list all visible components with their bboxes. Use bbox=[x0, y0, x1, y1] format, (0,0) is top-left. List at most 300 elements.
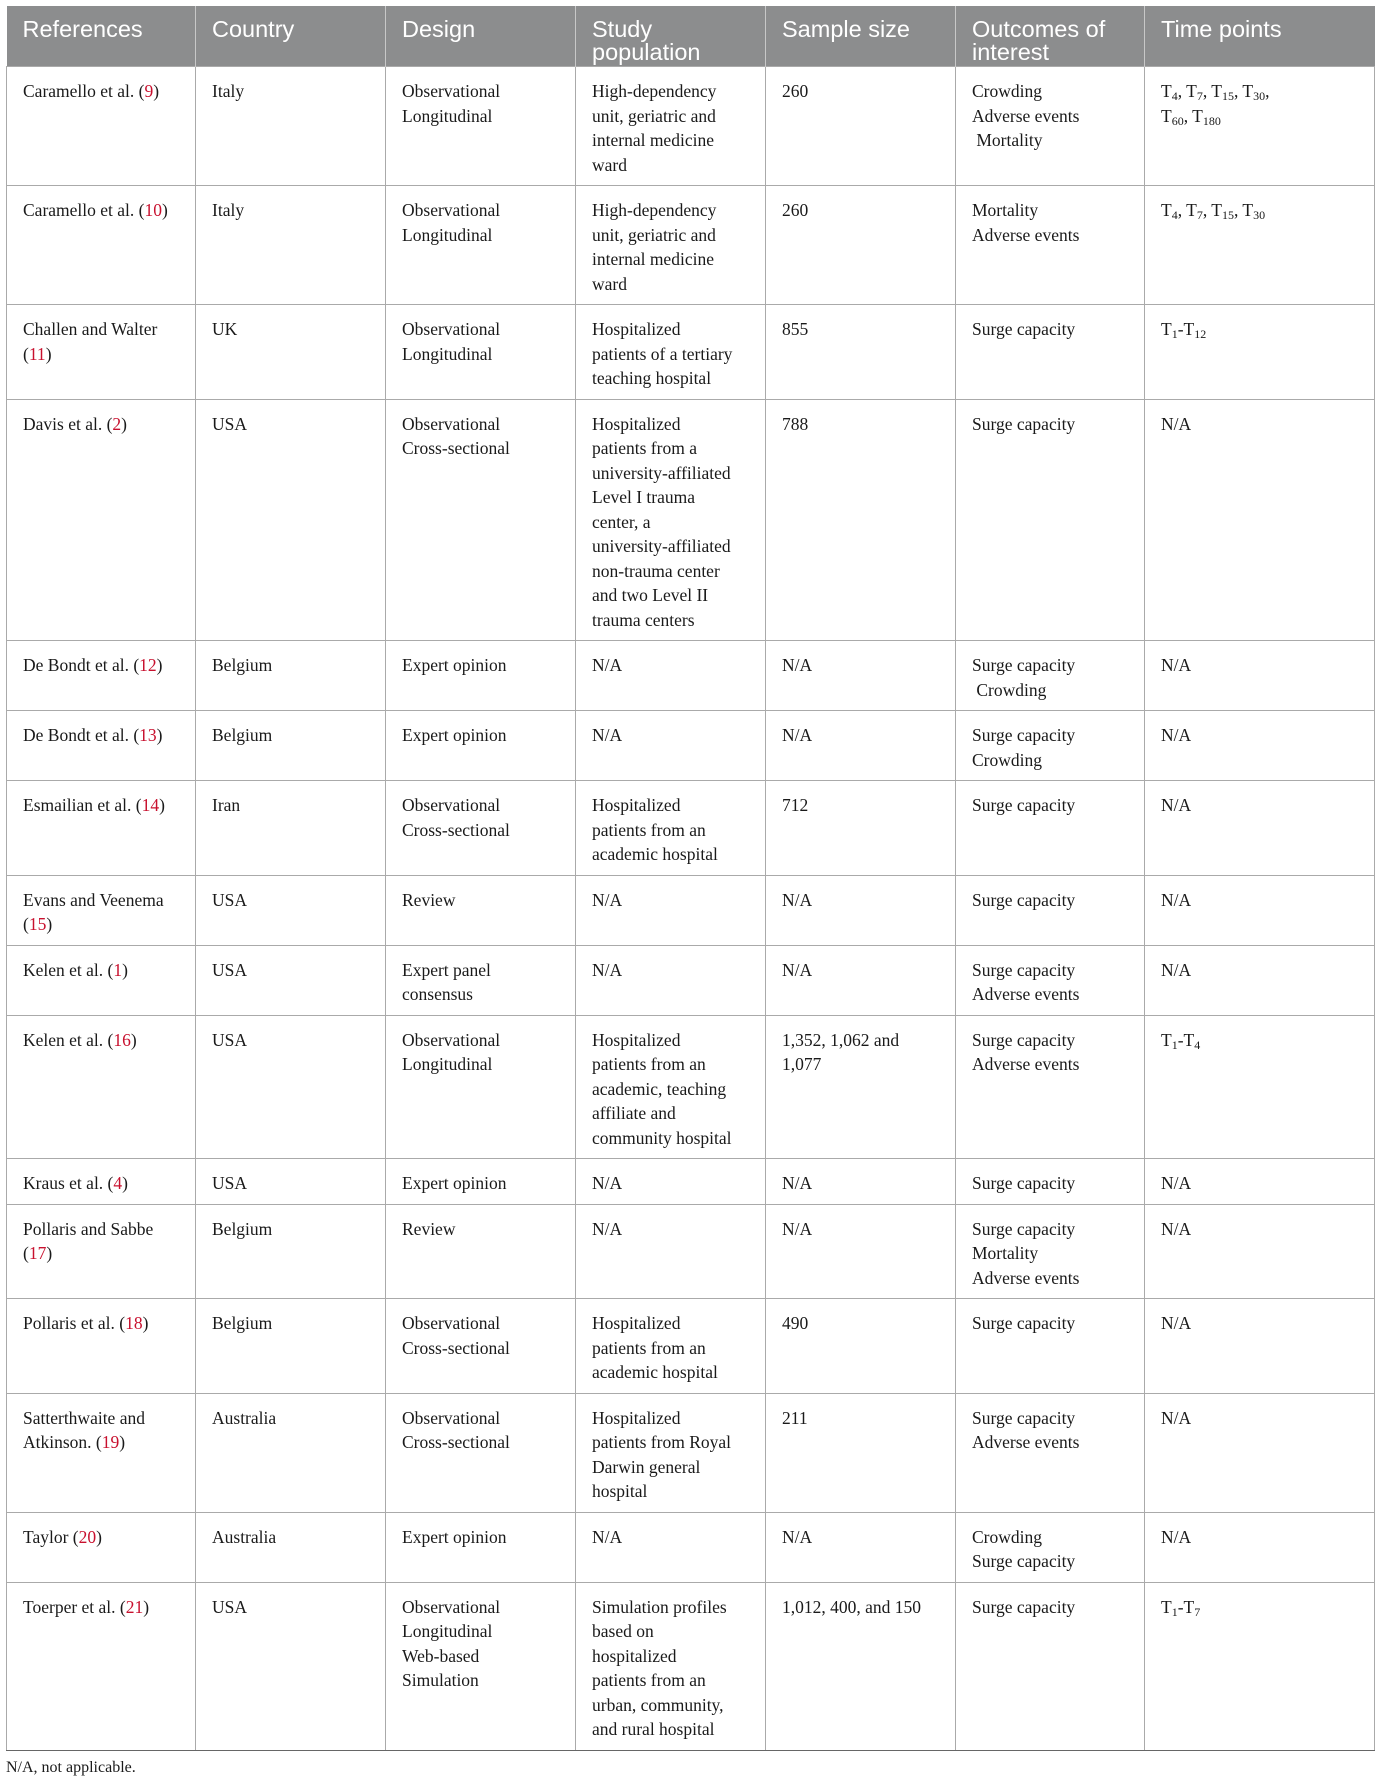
cell-line: unit, geriatric and bbox=[592, 224, 716, 245]
reference-text: ) bbox=[96, 1526, 102, 1547]
cell-study-population bbox=[576, 1393, 766, 1512]
cell-line: High-dependency bbox=[592, 81, 717, 101]
cell-time-points bbox=[1145, 1015, 1375, 1159]
header-text: Outcomes of bbox=[972, 16, 1106, 42]
table-row bbox=[7, 1159, 1375, 1205]
reference-text: De Bondt et al. ( bbox=[23, 725, 140, 745]
time-point bbox=[1184, 1030, 1201, 1050]
cell-study-population bbox=[576, 1512, 766, 1582]
cell-line: internal medicine bbox=[592, 130, 714, 150]
time-point-text: - bbox=[1177, 1029, 1184, 1050]
cell-design bbox=[386, 1512, 576, 1582]
cell-reference bbox=[7, 1393, 196, 1512]
table-row bbox=[7, 1299, 1375, 1394]
time-point-letter: T bbox=[1161, 105, 1172, 126]
cell-study-population bbox=[576, 1299, 766, 1394]
reference-text: ( bbox=[23, 1243, 29, 1263]
cell-line: Adverse events bbox=[972, 105, 1080, 126]
table-row bbox=[7, 1393, 1375, 1512]
table-row bbox=[7, 1512, 1375, 1582]
cell-line: 712 bbox=[782, 795, 809, 815]
cell-design bbox=[386, 1159, 576, 1205]
cell-line: Longitudinal bbox=[402, 1054, 493, 1074]
cell-line: USA bbox=[212, 1596, 248, 1617]
cell-line: Simulation profiles bbox=[592, 1596, 727, 1617]
table-footnote: N/A, not applicable. bbox=[6, 1758, 136, 1776]
cell-outcomes bbox=[956, 945, 1145, 1015]
cell-sample-size bbox=[766, 1204, 956, 1299]
time-point bbox=[1184, 1597, 1201, 1617]
header-text: Time points bbox=[1161, 16, 1282, 42]
cell-time-points bbox=[1145, 1582, 1375, 1750]
cell-line: USA bbox=[212, 1029, 248, 1050]
cell-outcomes bbox=[956, 67, 1145, 186]
cell-line: Belgium bbox=[212, 1218, 273, 1239]
cell-sample-size bbox=[766, 305, 956, 400]
cell-design bbox=[386, 781, 576, 876]
reference-text: ) bbox=[45, 343, 52, 364]
table-row bbox=[7, 186, 1375, 305]
reference-line bbox=[23, 888, 187, 913]
cell-line: USA bbox=[212, 413, 248, 434]
cell-reference bbox=[7, 1159, 196, 1205]
cell-time-points bbox=[1145, 399, 1375, 641]
cell-study-population bbox=[576, 1159, 766, 1205]
cell-outcomes bbox=[956, 399, 1145, 641]
cell-country bbox=[196, 1582, 386, 1750]
cell-line: Surge capacity bbox=[972, 655, 1076, 675]
cell-line: academic hospital bbox=[592, 1362, 718, 1382]
time-point-text: N/A bbox=[1161, 889, 1192, 910]
cell-line: 260 bbox=[782, 81, 809, 101]
time-point bbox=[1242, 200, 1265, 220]
time-point-line bbox=[1161, 1525, 1366, 1550]
reference-text: Caramello et al. ( bbox=[23, 81, 145, 101]
cell-reference bbox=[7, 305, 196, 400]
cell-line: consensus bbox=[402, 984, 473, 1004]
time-point-subscript: 4 bbox=[1171, 89, 1178, 103]
document bbox=[6, 6, 1374, 1777]
header-row bbox=[7, 6, 1375, 67]
cell-line: academic, teaching bbox=[592, 1078, 727, 1099]
cell-line: Expert opinion bbox=[402, 1173, 507, 1193]
time-point-line bbox=[1161, 104, 1366, 129]
citation-link[interactable]: 17 bbox=[28, 1243, 47, 1263]
reference-text: ( bbox=[23, 343, 29, 364]
time-point-line bbox=[1161, 958, 1366, 983]
header-text: interest bbox=[972, 39, 1050, 65]
header-text: Design bbox=[402, 16, 476, 42]
citation-link[interactable]: 12 bbox=[139, 655, 157, 675]
reference-line bbox=[23, 912, 187, 937]
cell-line: N/A bbox=[782, 655, 813, 675]
citation-link[interactable]: 20 bbox=[78, 1526, 97, 1547]
time-point-subscript: 12 bbox=[1194, 327, 1207, 341]
cell-line: Australia bbox=[212, 1407, 277, 1428]
cell-reference bbox=[7, 1204, 196, 1299]
cell-line: patients from a bbox=[592, 438, 697, 458]
cell-line: USA bbox=[212, 1173, 248, 1193]
time-point-letter: T bbox=[1186, 200, 1197, 220]
cell-time-points bbox=[1145, 1204, 1375, 1299]
time-point-letter: T bbox=[1161, 1029, 1172, 1050]
cell-sample-size bbox=[766, 1299, 956, 1394]
cell-sample-size bbox=[766, 1015, 956, 1159]
table-row bbox=[7, 399, 1375, 641]
cell-design bbox=[386, 711, 576, 781]
cell-line: Surge capacity bbox=[972, 1551, 1076, 1571]
time-point-line bbox=[1161, 888, 1366, 913]
cell-line: 211 bbox=[782, 1407, 808, 1428]
cell-line: Longitudinal bbox=[402, 1621, 493, 1641]
time-point-letter: T bbox=[1161, 81, 1172, 101]
cell-country bbox=[196, 399, 386, 641]
reference-line bbox=[23, 1525, 187, 1550]
reference-text: Atkinson. ( bbox=[23, 1432, 102, 1452]
time-point bbox=[1161, 319, 1178, 339]
reference-line bbox=[23, 1028, 187, 1053]
cell-country bbox=[196, 875, 386, 945]
cell-line: Observational bbox=[402, 413, 501, 434]
time-point-subscript: 30 bbox=[1253, 208, 1266, 222]
cell-line: N/A bbox=[782, 725, 813, 745]
cell-sample-size bbox=[766, 1582, 956, 1750]
cell-line: Surge capacity bbox=[972, 319, 1076, 339]
reference-text: Davis et al. ( bbox=[23, 413, 113, 434]
cell-time-points bbox=[1145, 1393, 1375, 1512]
cell-line: based on bbox=[592, 1621, 654, 1641]
cell-line: Mortality bbox=[972, 1243, 1039, 1263]
cell-study-population bbox=[576, 305, 766, 400]
cell-time-points bbox=[1145, 781, 1375, 876]
citation-link[interactable]: 9 bbox=[144, 81, 154, 101]
time-point-letter: T bbox=[1161, 319, 1172, 339]
cell-design bbox=[386, 186, 576, 305]
cell-line: Iran bbox=[212, 795, 241, 815]
cell-study-population bbox=[576, 1582, 766, 1750]
cell-country bbox=[196, 67, 386, 186]
time-point-text: , bbox=[1202, 81, 1212, 101]
table-row bbox=[7, 781, 1375, 876]
cell-outcomes bbox=[956, 1299, 1145, 1394]
time-point-text: N/A bbox=[1161, 655, 1192, 675]
cell-line: Adverse events bbox=[972, 224, 1080, 245]
cell-time-points bbox=[1145, 186, 1375, 305]
reference-text: ) bbox=[159, 795, 165, 815]
table-row bbox=[7, 1015, 1375, 1159]
header-text: population bbox=[592, 39, 701, 65]
cell-reference bbox=[7, 781, 196, 876]
reference-text: Evans and Veenema bbox=[23, 889, 164, 910]
time-point-subscript: 7 bbox=[1196, 89, 1203, 103]
reference-line bbox=[23, 412, 187, 437]
cell-line: 855 bbox=[782, 319, 809, 339]
reference-text: ) bbox=[156, 725, 163, 745]
cell-line: Expert opinion bbox=[402, 725, 507, 745]
cell-line: university-affiliated bbox=[592, 536, 731, 556]
cell-sample-size bbox=[766, 399, 956, 641]
time-point-subscript: 4 bbox=[1171, 208, 1178, 222]
cell-country bbox=[196, 781, 386, 876]
column-header-design bbox=[386, 6, 576, 67]
time-point-text: N/A bbox=[1161, 413, 1192, 434]
time-point-text: N/A bbox=[1161, 1407, 1192, 1428]
time-point-subscript: 1 bbox=[1171, 1037, 1178, 1052]
cell-line: Observational bbox=[402, 81, 501, 101]
cell-line: hospitalized bbox=[592, 1645, 677, 1666]
time-point-line bbox=[1161, 1595, 1366, 1620]
cell-outcomes bbox=[956, 781, 1145, 876]
time-point-letter: T bbox=[1183, 319, 1195, 339]
cell-outcomes bbox=[956, 1159, 1145, 1205]
cell-line: N/A bbox=[592, 1526, 623, 1547]
cell-line: 1,077 bbox=[782, 1054, 822, 1074]
cell-line: hospital bbox=[592, 1481, 648, 1501]
cell-country bbox=[196, 1015, 386, 1159]
cell-line: N/A bbox=[592, 725, 623, 745]
cell-outcomes bbox=[956, 1582, 1145, 1750]
citation-link[interactable]: 21 bbox=[125, 1596, 144, 1617]
cell-sample-size bbox=[766, 186, 956, 305]
cell-line: Hospitalized bbox=[592, 795, 681, 815]
cell-country bbox=[196, 1393, 386, 1512]
time-point-text: N/A bbox=[1161, 1218, 1192, 1239]
cell-country bbox=[196, 1299, 386, 1394]
cell-line: patients from an bbox=[592, 819, 706, 840]
cell-line: 260 bbox=[782, 200, 809, 220]
citation-link[interactable]: 16 bbox=[113, 1029, 131, 1050]
cell-study-population bbox=[576, 1015, 766, 1159]
cell-line: N/A bbox=[592, 889, 623, 910]
cell-line: university-affiliated bbox=[592, 462, 731, 483]
reference-line bbox=[23, 1311, 187, 1336]
cell-time-points bbox=[1145, 305, 1375, 400]
citation-link[interactable]: 13 bbox=[139, 725, 157, 745]
cell-line: Review bbox=[402, 1218, 456, 1239]
cell-line: unit, geriatric and bbox=[592, 105, 716, 126]
table-row bbox=[7, 1204, 1375, 1299]
column-header-country bbox=[196, 6, 386, 67]
time-point-text: N/A bbox=[1161, 1526, 1192, 1547]
cell-outcomes bbox=[956, 641, 1145, 711]
cell-time-points bbox=[1145, 1159, 1375, 1205]
cell-sample-size bbox=[766, 67, 956, 186]
time-point-line bbox=[1161, 79, 1366, 104]
cell-line: urban, community, bbox=[592, 1694, 724, 1715]
reference-text: De Bondt et al. ( bbox=[23, 655, 140, 675]
time-point-line bbox=[1161, 653, 1366, 678]
cell-line: N/A bbox=[782, 889, 813, 910]
time-point bbox=[1211, 81, 1234, 101]
citation-link[interactable]: 18 bbox=[125, 1313, 143, 1333]
time-point-subscript: 7 bbox=[1194, 1604, 1201, 1619]
cell-outcomes bbox=[956, 186, 1145, 305]
cell-line: ward bbox=[592, 154, 627, 175]
citation-link[interactable]: 14 bbox=[141, 795, 160, 815]
time-point bbox=[1161, 81, 1178, 101]
cell-outcomes bbox=[956, 1204, 1145, 1299]
header-text: Sample size bbox=[782, 16, 910, 42]
cell-reference bbox=[7, 945, 196, 1015]
cell-design bbox=[386, 1582, 576, 1750]
cell-time-points bbox=[1145, 67, 1375, 186]
cell-line: Expert panel bbox=[402, 959, 491, 980]
reference-text: ) bbox=[130, 1029, 137, 1050]
cell-design bbox=[386, 1393, 576, 1512]
citation-link[interactable]: 19 bbox=[101, 1432, 120, 1452]
cell-line: affiliate and bbox=[592, 1103, 676, 1123]
cell-line: Surge capacity bbox=[972, 1313, 1076, 1333]
cell-line: Mortality bbox=[972, 200, 1039, 220]
cell-line: teaching hospital bbox=[592, 368, 712, 388]
table-row bbox=[7, 875, 1375, 945]
time-point bbox=[1161, 1030, 1178, 1050]
table-row bbox=[7, 305, 1375, 400]
cell-reference bbox=[7, 641, 196, 711]
time-point-letter: T bbox=[1186, 81, 1197, 101]
cell-time-points bbox=[1145, 1299, 1375, 1394]
time-point-subscript: 1 bbox=[1171, 327, 1178, 341]
cell-line: Cross-sectional bbox=[402, 819, 510, 840]
reference-text: ) bbox=[121, 413, 127, 434]
reference-text: ) bbox=[122, 959, 128, 980]
cell-sample-size bbox=[766, 1159, 956, 1205]
cell-line: Surge capacity bbox=[972, 1173, 1076, 1193]
cell-outcomes bbox=[956, 1393, 1145, 1512]
cell-line: Surge capacity bbox=[972, 1407, 1076, 1428]
citation-link[interactable]: 4 bbox=[113, 1173, 123, 1193]
reference-line bbox=[23, 1406, 187, 1431]
cell-line: Darwin general bbox=[592, 1456, 701, 1477]
cell-country bbox=[196, 305, 386, 400]
cell-study-population bbox=[576, 67, 766, 186]
reference-line bbox=[23, 342, 187, 367]
cell-line: High-dependency bbox=[592, 200, 717, 220]
reference-line bbox=[23, 1430, 187, 1455]
time-point-letter: T bbox=[1183, 1029, 1195, 1050]
reference-text: ) bbox=[46, 914, 53, 934]
reference-line bbox=[23, 79, 187, 104]
cell-sample-size bbox=[766, 875, 956, 945]
studies-table bbox=[6, 6, 1375, 1751]
cell-line: Hospitalized bbox=[592, 413, 681, 434]
cell-line: Surge capacity bbox=[972, 725, 1076, 745]
citation-link[interactable]: 11 bbox=[28, 343, 46, 364]
time-point-subscript: 4 bbox=[1194, 1037, 1201, 1052]
reference-text: Challen and Walter bbox=[23, 319, 158, 339]
cell-line: and rural hospital bbox=[592, 1719, 715, 1739]
cell-design bbox=[386, 875, 576, 945]
cell-line: 1,012, 400, and 150 bbox=[782, 1596, 922, 1617]
citation-link[interactable]: 10 bbox=[144, 200, 162, 220]
cell-line: patients from an bbox=[592, 1054, 706, 1074]
time-point-line bbox=[1161, 317, 1366, 342]
cell-line: Expert opinion bbox=[402, 655, 507, 675]
cell-line: Cross-sectional bbox=[402, 438, 510, 458]
table-row bbox=[7, 67, 1375, 186]
cell-line: Observational bbox=[402, 795, 501, 815]
reference-text: Kraus et al. ( bbox=[23, 1173, 114, 1193]
table-row bbox=[7, 945, 1375, 1015]
cell-line: 788 bbox=[782, 413, 809, 434]
cell-line: Crowding bbox=[972, 81, 1042, 101]
cell-line: Mortality bbox=[972, 130, 1043, 150]
time-point-subscript: 7 bbox=[1196, 208, 1203, 222]
cell-reference bbox=[7, 1582, 196, 1750]
cell-line: Crowding bbox=[972, 679, 1047, 700]
time-point-text: N/A bbox=[1161, 959, 1192, 980]
cell-study-population bbox=[576, 945, 766, 1015]
time-point bbox=[1242, 81, 1265, 101]
cell-reference bbox=[7, 1015, 196, 1159]
cell-line: Italy bbox=[212, 81, 245, 101]
citation-link[interactable]: 15 bbox=[28, 914, 47, 934]
table-row bbox=[7, 711, 1375, 781]
reference-text: ) bbox=[161, 200, 168, 220]
header-text: Country bbox=[212, 16, 295, 42]
cell-line: Simulation bbox=[402, 1670, 479, 1690]
citation-link[interactable]: 1 bbox=[113, 959, 123, 980]
cell-line: Surge capacity bbox=[972, 413, 1076, 434]
citation-link[interactable]: 2 bbox=[112, 413, 122, 434]
time-point-line bbox=[1161, 1311, 1366, 1336]
cell-line: Hospitalized bbox=[592, 1407, 681, 1428]
cell-design bbox=[386, 945, 576, 1015]
cell-line: Expert opinion bbox=[402, 1526, 507, 1547]
cell-line: Hospitalized bbox=[592, 1313, 681, 1333]
reference-line bbox=[23, 1241, 187, 1266]
cell-line: 490 bbox=[782, 1313, 809, 1333]
time-point-subscript: 60 bbox=[1171, 113, 1184, 128]
time-point-line bbox=[1161, 793, 1366, 818]
cell-line: Belgium bbox=[212, 655, 273, 675]
cell-design bbox=[386, 67, 576, 186]
reference-text: ) bbox=[122, 1173, 128, 1193]
cell-country bbox=[196, 1159, 386, 1205]
cell-outcomes bbox=[956, 305, 1145, 400]
cell-reference bbox=[7, 711, 196, 781]
reference-line bbox=[23, 1217, 187, 1242]
column-header-sample-size bbox=[766, 6, 956, 67]
cell-study-population bbox=[576, 1204, 766, 1299]
reference-text: ) bbox=[46, 1243, 53, 1263]
cell-line: N/A bbox=[782, 1173, 813, 1193]
cell-line: Observational bbox=[402, 1596, 501, 1617]
time-point bbox=[1186, 81, 1203, 101]
cell-line: Surge capacity bbox=[972, 795, 1076, 815]
cell-line: Level I trauma bbox=[592, 487, 696, 507]
cell-line: non-trauma center bbox=[592, 560, 720, 581]
time-point-letter: T bbox=[1192, 105, 1203, 126]
time-point-letter: T bbox=[1242, 200, 1254, 220]
cell-study-population bbox=[576, 186, 766, 305]
time-point-text: , bbox=[1233, 200, 1243, 220]
reference-text: ) bbox=[142, 1313, 149, 1333]
cell-line: Adverse events bbox=[972, 1267, 1080, 1288]
table-header bbox=[7, 6, 1375, 67]
time-point-subscript: 1 bbox=[1171, 1604, 1178, 1619]
cell-study-population bbox=[576, 711, 766, 781]
time-point-line bbox=[1161, 1406, 1366, 1431]
cell-line: Observational bbox=[402, 1407, 501, 1428]
cell-time-points bbox=[1145, 641, 1375, 711]
cell-line: Belgium bbox=[212, 1313, 273, 1333]
cell-study-population bbox=[576, 399, 766, 641]
time-point-text: , bbox=[1233, 81, 1243, 101]
cell-design bbox=[386, 1015, 576, 1159]
cell-line: Hospitalized bbox=[592, 319, 681, 339]
time-point bbox=[1161, 1597, 1178, 1617]
